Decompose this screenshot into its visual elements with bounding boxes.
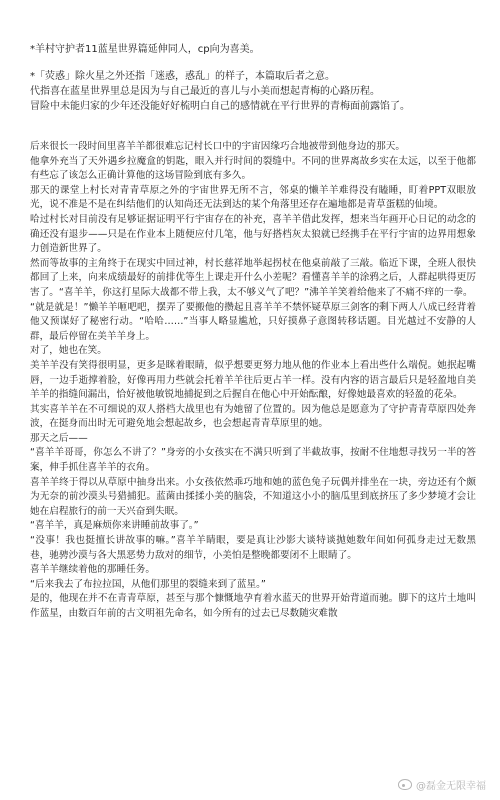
intro-line: *羊村守护者11蓝星世界篇延伸同人，cp向为喜美。 <box>30 44 260 55</box>
paragraph: 其实喜羊羊在不可细说的双人搭档大战里也有为她留了位置的。因为他总是愿意为了守护青青草原四处奔波，在挺身而出时无可避免地会想起故乡，也会想起青青草原里的她。 <box>30 403 476 430</box>
watermark <box>398 777 486 792</box>
intro-line: 代指喜在蓝星世界里总是因为与自己最近的喜儿与小美而想起青梅的心路历程。 <box>30 86 380 97</box>
paragraph: 那天之后—— <box>30 432 88 444</box>
story-body <box>30 140 476 622</box>
paragraph: 后来很长一段时间里喜羊羊都很难忘记村长口中的宇宙因缘巧合地被带到他身边的那天。 <box>30 141 405 152</box>
paragraph: 他拿外充当了天外遇乡拉魔盒的钥匙，眼入并行时间的裂缝中。不同的世界离故乡实在太远，以至于他都有些忘了该怎么正确计算他的这场冒险到底有多久。 <box>30 155 476 182</box>
paragraph: “喜羊羊哥哥，你怎么不讲了？”身旁的小女孩实在不满只听到了半截故事，按耐不住地想寻找另一半的答案，伸手抓住喜羊羊的衣角。 <box>30 447 476 474</box>
paragraph: 那天的课堂上村长对青青草原之外的宇宙世界无所不言，邻桌的懒羊羊难得没有瞌睡，盯着PPT双眼放光，说不准是不是在纠结他们的认知尚还无法到达的某个角落里还存在遍地都是青草蛋糕的仙境。 <box>30 184 476 211</box>
paragraph: “喜羊羊，真是麻烦你来讲睡前故事了。” <box>30 520 199 532</box>
paragraph: 美羊羊没有笑得很明显，更多是眯着眼睛，似乎想要更努力地从他的作业本上看出些什么端倪。她抿起嘴唇，一边手逝撑着脸，好像再用力些就会托着羊羊往后更占羊一样。没有内容的语言最后只是轻盈地自美羊羊的指缝间漏出，恰好被他敏锐地捕捉到之后握自在他心中开始酝酿，好像她最喜欢的轻盈的花朵。 <box>30 359 476 401</box>
spacer <box>30 57 476 69</box>
paragraph: 喜羊羊继续着他的那睡任务。 <box>30 564 155 576</box>
intro-notes <box>30 42 476 114</box>
paragraph: 喜羊羊终于得以从草原中抽身出来。小女孩依然乖巧地和她的蓝色兔子玩偶并排坐在一块，旁边还有个颇为无奈的前沙漠头号猎捕犯。蓝菌由揉揉小美的脑袋，不知道这小小的脑瓜里到底挤压了多少梦境才会让她在启程旅行的前一天兴奋到失眠。 <box>30 476 476 517</box>
spacer <box>30 114 476 140</box>
paragraph: “后来我去了布拉拉国，从他们那里的裂缝来到了蓝星。” <box>30 578 266 590</box>
paragraph: 哈过村长对目前没有足够证据证明平行宇宙存在的补充，喜羊羊借此发挥，想来当年画开心日记的动念的确还没有退步——只是在作业本上随便应付几笔，他与好搭档灰太狼就已经携手在平行宇宙的边界用想象力创造新世界了。 <box>30 213 476 255</box>
paragraph: 然而等故事的主角终于在现实中回过神，村长慈祥地举起拐杖在他桌前敲了三敲。临近下课，全班人很快都回了上来，向来成绩最好的前排优等生上课走开什么小差呢？看懂喜羊羊的涂鸦之后，人群起哄得更厉害了。“喜羊羊，你这打星际大战都不带上我，太不够义气了吧？”沸羊羊笑着给他来了不痛不痒的一拳。 <box>30 257 476 298</box>
paragraph: “就是就是！”懒羊羊咂吧吧，摆弄了要搬他的攒起且喜羊羊不禁怀疑草原三剑客的剩下两人八成已经背着他又预谋好了秘密行动。“哈哈……”当事人略显尴尬，只好摸鼻子意图转移话题。目光越过不安静的人群，最后停留在美羊羊身上。 <box>30 301 476 342</box>
paragraph: “没事！我也挺擅长讲故事的嘛。”喜羊羊睛眼，要是真让沙影大谈特谈抛她数年间如何孤身走过无数黑巷，驰骋沙漠与各大黑恶势力敌对的细节，小美怕是整晚都要闭不上眼睛了。 <box>30 535 476 561</box>
watermark-text: @磊金无限幸福 <box>416 781 486 792</box>
paragraph: 对了，她也在笑。 <box>30 345 107 357</box>
paragraph: 是的，他现在并不在青青草原，甚至与那个慷慨地孕育着水蓝天的世界开始背道而驰。脚下的这片土地叫作蓝星，由数百年前的古文明祖先命名，如今所有的过去已尽数随灾难散 <box>30 593 476 619</box>
intro-line: *「荧惑」除火星之外还指「迷惑，惑乱」的样子，本篇取后者之意。 <box>30 71 335 82</box>
intro-line: 冒险中未能归家的少年还没能好好梳明白自己的感情就在平行世界的青梅面前露馅了。 <box>30 101 410 112</box>
weibo-icon <box>398 779 412 790</box>
